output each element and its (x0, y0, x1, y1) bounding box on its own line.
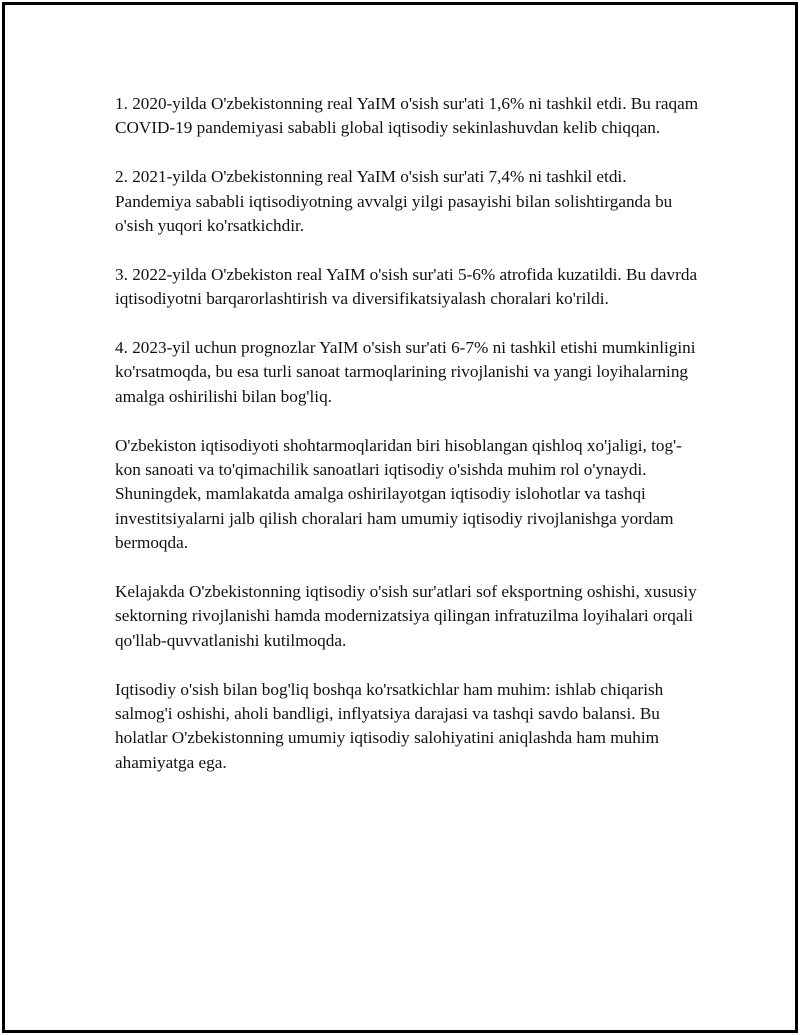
document-body (115, 92, 705, 800)
paragraph-gdp-2020: 1. 2020-yilda O'zbekistonning real YaIM o'sish sur'ati 1,6% ni tashkil etdi. Bu raqam COVID-19 pandemiyasi sababli global iqtisodiy sekinlashuvdan kelib chiqqan. (115, 94, 699, 138)
paragraph-other-indicators: Iqtisodiy o'sish bilan bog'liq boshqa ko'rsatkichlar ham muhim: ishlab chiqarish salmog'i oshishi, aholi bandligi, inflyatsiya darajasi va tashqi savdo balansi. Bu holatlar O'zbekistonning umumiy iqtisodiy salohiyatini aniqlashda ham muhim ahamiyatga ega. (115, 679, 664, 772)
paragraph-gdp-2023-forecast: 4. 2023-yil uchun prognozlar YaIM o'sish sur'ati 6-7% ni tashkil etishi mumkinligini ko'rsatmoqda, bu esa turli sanoat tarmoqlarining rivojlanishi va yangi loyihalarning amalga oshirilishi bilan bog'liq. (115, 338, 696, 406)
paragraph-gdp-2021: 2. 2021-yilda O'zbekistonning real YaIM o'sish sur'ati 7,4% ni tashkil etdi. Pandemiya sababli iqtisodiyotning avvalgi yilgi pasayishi bilan solishtirganda bu o'sish yuqori ko'rsatkichdir. (115, 167, 673, 236)
paragraph-future-outlook: Kelajakda O'zbekistonning iqtisodiy o'sish sur'atlari sof eksportning oshishi, xususiy sektorning rivojlanishi hamda modernizatsiya qilingan infratuzilma loyihalari orqali qo'llab-quvvatlanishi kutilmoqda. (115, 582, 697, 650)
paragraph-key-sectors: O'zbekiston iqtisodiyoti shohtarmoqlaridan biri hisoblangan qishloq xo'jaligi, tog'-kon sanoati va to'qimachilik sanoatlari iqtisodiy o'sishda muhim rol o'ynaydi. Shuningdek, mamlakatda amalga oshirilayotgan iqtisodiy islohotlar va tashqi investitsiyalarni jalb qilish choralari ham umumiy iqtisodiy rivojlanishga yordam bermoqda. (115, 435, 682, 553)
paragraph-gdp-2022: 3. 2022-yilda O'zbekiston real YaIM o'sish sur'ati 5-6% atrofida kuzatildi. Bu davrda iqtisodiyotni barqarorlashtirish va diversifikatsiyalash choralari ko'rildi. (115, 264, 698, 309)
